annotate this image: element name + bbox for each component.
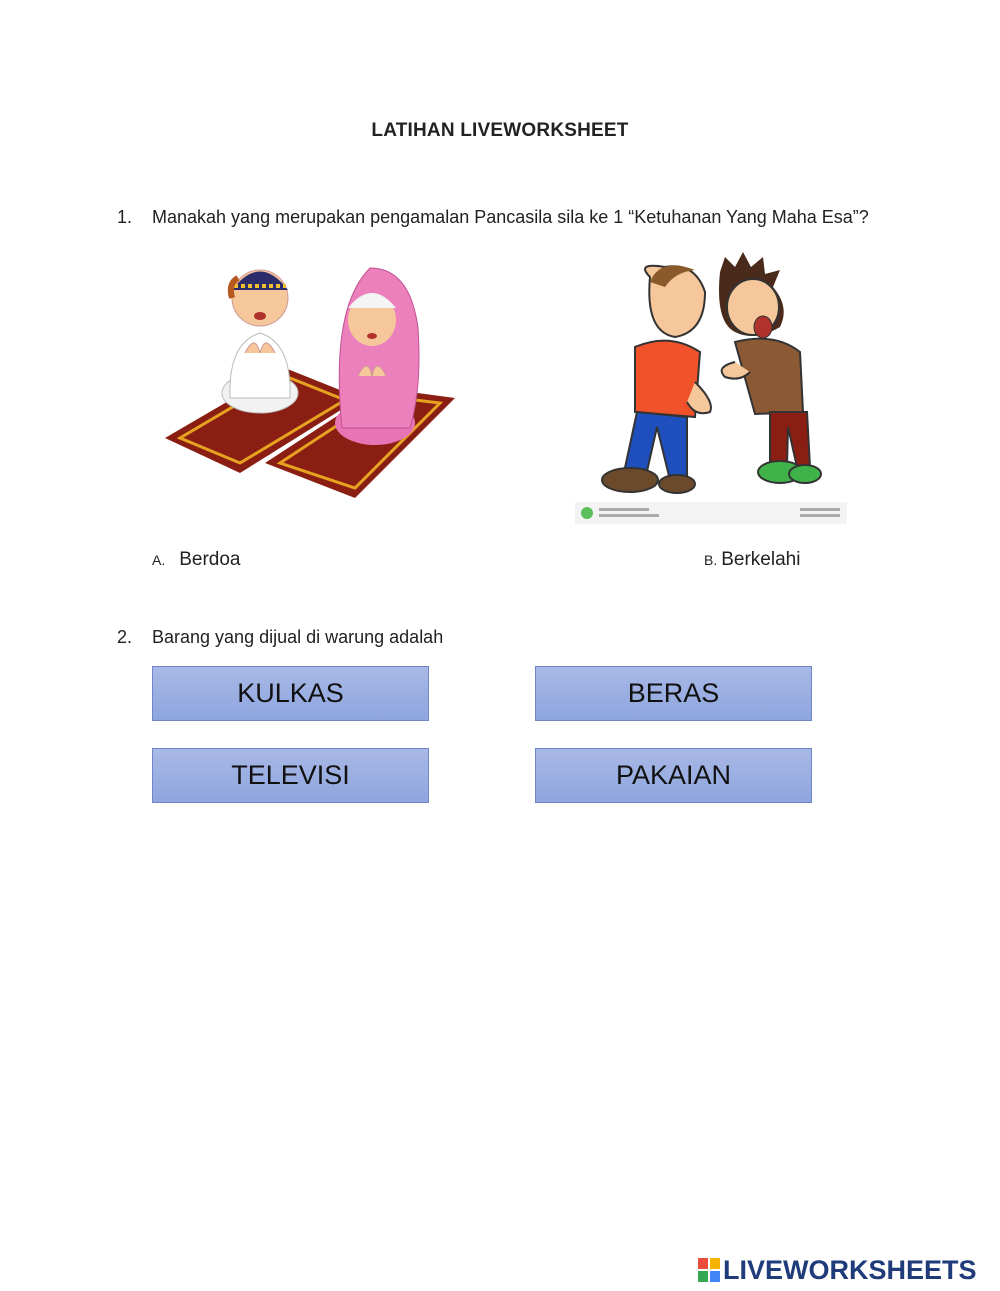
choice-kulkas[interactable]: KULKAS: [152, 666, 429, 721]
fighting-boys-image[interactable]: [575, 252, 847, 527]
option-a-letter: A.: [152, 552, 166, 568]
choice-pakaian[interactable]: PAKAIAN: [535, 748, 812, 803]
praying-children-image[interactable]: [160, 248, 460, 503]
option-b-letter: B.: [704, 552, 718, 568]
option-b[interactable]: [704, 549, 800, 571]
choice-beras[interactable]: BERAS: [535, 666, 812, 721]
choice-televisi[interactable]: TELEVISI: [152, 748, 429, 803]
question-1-text: Manakah yang merupakan pengamalan Pancasila sila ke 1 “Ketuhanan Yang Maha Esa”?: [152, 207, 869, 227]
worksheet-title: LATIHAN LIVEWORKSHEET: [371, 120, 629, 141]
option-a[interactable]: [152, 549, 241, 571]
option-b-label: Berkelahi: [721, 549, 801, 570]
question-2-text: Barang yang dijual di warung adalah: [152, 627, 444, 647]
option-a-label: Berdoa: [179, 549, 241, 570]
question-2-number: 2.: [117, 627, 133, 647]
liveworksheets-brand-text: LIVEWORKSHEETS: [723, 1254, 977, 1285]
liveworksheets-logo[interactable]: [698, 1255, 977, 1285]
question-1-number: 1.: [117, 207, 133, 227]
liveworksheets-logo-icon: [698, 1258, 720, 1282]
